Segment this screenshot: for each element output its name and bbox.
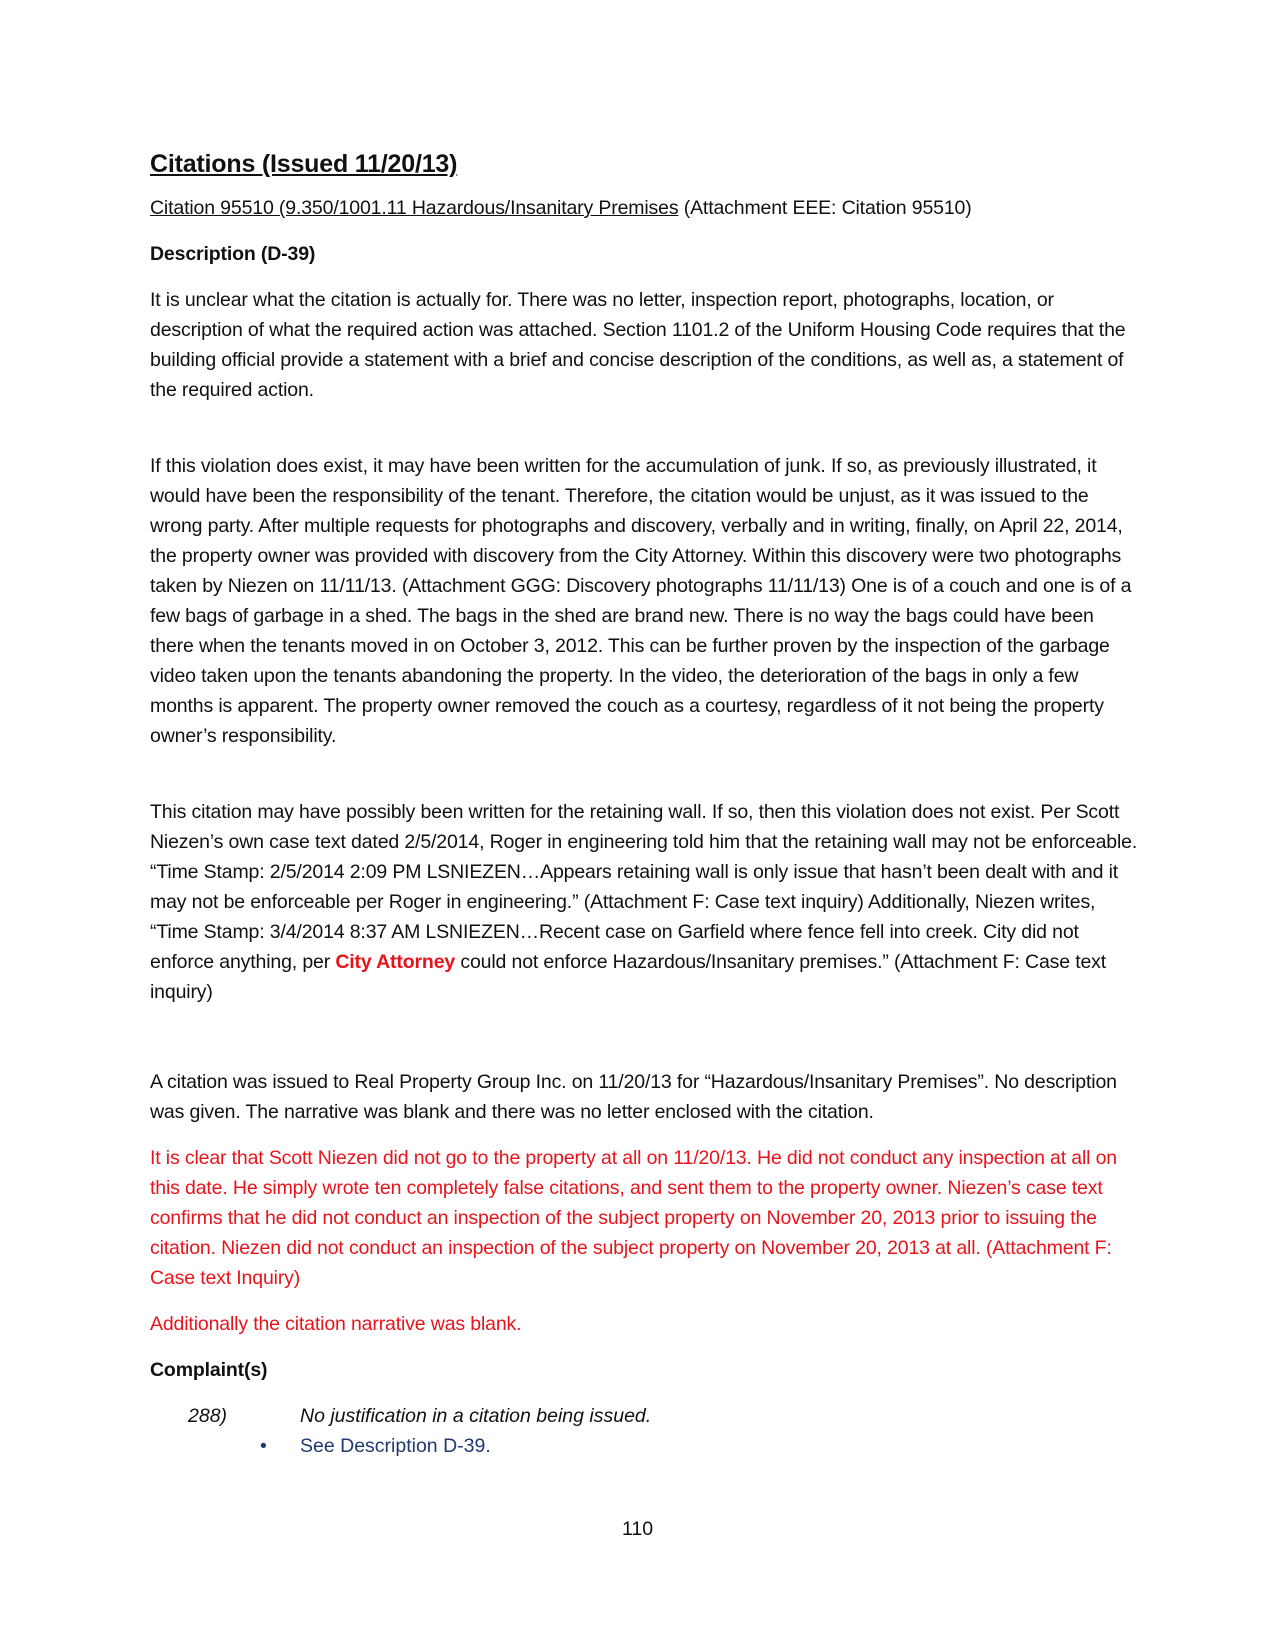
paragraph-retaining-wall-text: This citation may have possibly been written for the retaining wall. If so, then this violation does not exist. Per Scott Niezen’s own case text dated 2/5/2014, Roger in engineering told him that the retaining wall may not be enforceable. “Time Stamp: 2/5/2014 2:09 PM LSNIEZEN…Appears retaining wall is only issue that hasn’t been dealt with and it may not be enforceable per Roger in engineering.” (Attachment F: Case text inquiry) Additionally, Niezen writes, “Time Stamp: 3/4/2014 8:37 AM LSNIEZEN…Recent case on Garfield where fence fell into creek. City did not enforce anything, per bbox=[150, 801, 1138, 973]
citation-line bbox=[150, 193, 1140, 223]
section-heading: Citations (Issued 11/20/13) bbox=[150, 150, 458, 178]
paragraph-unclear: It is unclear what the citation is actually for. There was no letter, inspection report, photographs, location, or description of what the required action was attached. Section 1101.2 of the Uniform Housing Code requires that the building official provide a statement with a brief and concise description of the conditions, as well as, a statement of the required action. bbox=[150, 289, 1126, 401]
complaint-text: No justification in a citation being issued. bbox=[300, 1405, 652, 1427]
paragraph-junk: If this violation does exist, it may have been written for the accumulation of junk. If so, as previously illustrated, it would have been the responsibility of the tenant. Therefore, the citation would be unjust, as it was issued to the wrong party. After multiple requests for photographs and discovery, verbally and in writing, finally, on April 22, 2014, the property owner was provided with discovery from the City Attorney. Within this discovery were two photographs taken by Niezen on 11/11/13. (Attachment GGG: Discovery photographs 11/11/13) One is of a couch and one is of a few bags of garbage in a shed. The bags in the shed are brand new. There is no way the bags could have been there when the tenants moved in on October 3, 2012. This can be further proven by the inspection of the garbage video taken upon the tenants abandoning the property. In the video, the deterioration of the bags in only a few months is apparent. The property owner removed the couch as a courtesy, regardless of it not being the property owner’s responsibility. bbox=[150, 455, 1132, 747]
citation-title: Citation 95510 (9.350/1001.11 Hazardous/Insanitary Premises bbox=[150, 197, 679, 219]
document-page bbox=[150, 150, 1140, 1461]
paragraph-citation-issued: A citation was issued to Real Property Group Inc. on 11/20/13 for “Hazardous/Insanitary Premises”. No description was given. The narrative was blank and there was no letter enclosed with the citation. bbox=[150, 1071, 1117, 1123]
spacer bbox=[150, 1023, 1140, 1067]
paragraph-narrative-blank: Additionally the citation narrative was blank. bbox=[150, 1313, 522, 1335]
complaint-number: 288) bbox=[188, 1405, 228, 1427]
bullet-icon: • bbox=[260, 1435, 267, 1457]
complaints-heading: Complaint(s) bbox=[150, 1359, 268, 1381]
page-number: 110 bbox=[621, 1518, 654, 1540]
complaint-item bbox=[150, 1401, 1140, 1431]
complaint-bullet bbox=[150, 1431, 1140, 1461]
spacer bbox=[150, 767, 1140, 797]
paragraph-retaining-wall bbox=[150, 797, 1140, 1007]
paragraph-no-inspection: It is clear that Scott Niezen did not go to the property at all on 11/20/13. He did not conduct any inspection at all on this date. He simply wrote ten completely false citations, and sent them to the property owner. Niezen’s case text confirms that he did not conduct an inspection of the subject property on November 20, 2013 prior to issuing the citation. Niezen did not conduct an inspection of the subject property on November 20, 2013 at all. (Attachment F: Case text Inquiry) bbox=[150, 1147, 1117, 1289]
spacer bbox=[150, 421, 1140, 451]
paragraph-retaining-wall-tail: could not enforce Hazardous/Insanitary premises.” (Attachment F: Case text inquiry) bbox=[150, 951, 1107, 1003]
highlight-city-attorney: City Attorney bbox=[335, 951, 456, 973]
citation-attachment: (Attachment EEE: Citation 95510) bbox=[678, 197, 972, 219]
description-heading: Description (D-39) bbox=[150, 243, 316, 265]
complaint-reference: See Description D-39. bbox=[300, 1435, 491, 1457]
